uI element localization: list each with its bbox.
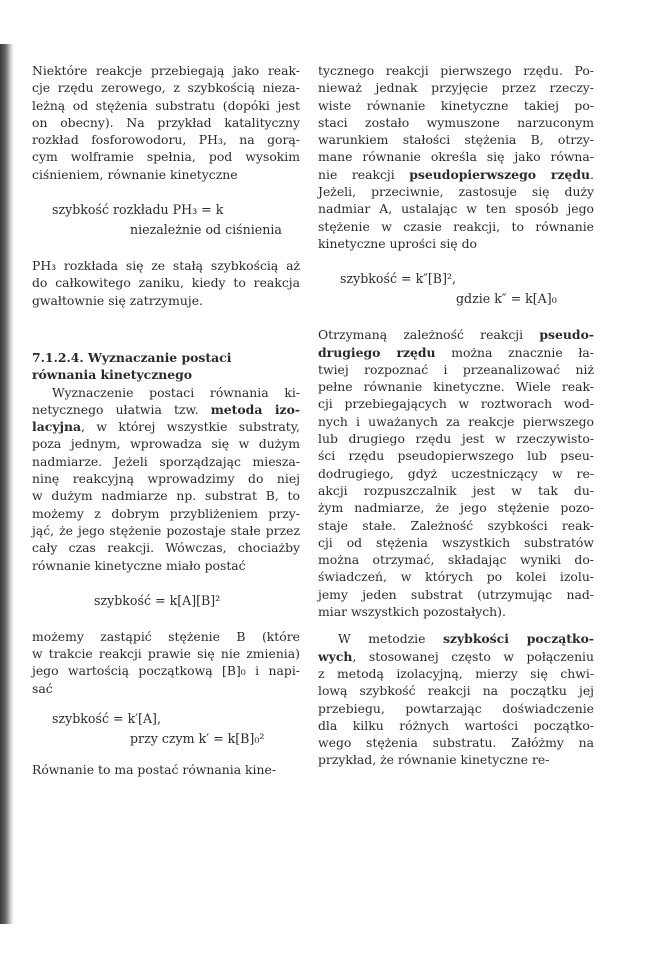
text-line: on obecny). Na przykład katalityczny xyxy=(32,114,300,130)
text-span: Wyznaczenie postaci równania ki- xyxy=(52,384,300,400)
text-span: Otrzymaną zależność reakcji xyxy=(318,327,540,343)
text-span: świadczeń, w których po kolei izolu- xyxy=(318,569,594,585)
left-column xyxy=(32,62,300,778)
text-span: przykład, że równanie kinetyczne re- xyxy=(318,752,550,768)
text-span: lub drugiego rzędu jest w rzeczywisto- xyxy=(318,431,594,447)
text-span: kinetyczne uprości się do xyxy=(318,235,477,251)
text-line xyxy=(318,717,594,734)
paragraph-reactions-zero-order xyxy=(32,62,300,183)
text-span: ści rzędu pseudopierwszego lub pseu- xyxy=(318,448,594,464)
text-line xyxy=(318,568,594,585)
text-line: cje rzędu zerowego, z szybkością nieza- xyxy=(32,80,300,96)
text-span: W metodzie xyxy=(338,631,443,647)
text-span: nieważ jednak przyjęcie przez rzeczy- xyxy=(318,80,594,96)
text-line: rozkład fosforowodoru, PH₃, na gorą- xyxy=(32,132,300,148)
text-span: poza jednym, wprowadza się w dużym xyxy=(32,436,300,452)
text-line xyxy=(32,453,300,470)
text-span: dla kilku różnych wartości początko- xyxy=(318,717,594,733)
text-span: cji przebiegających w roztworach wod- xyxy=(318,396,594,412)
text-span: akcji rozpuszczalnik jest w tak du- xyxy=(318,482,594,498)
bold-term: szybkości początko- xyxy=(442,631,594,647)
text-line: sać xyxy=(32,680,53,696)
text-span: jąć, że jego stężenie pozostaje stałe przez xyxy=(32,522,300,538)
text-span: , stosowanej często w połączeniu xyxy=(352,648,594,664)
text-line xyxy=(32,384,300,401)
text-line xyxy=(318,682,594,699)
text-span: wiste równanie kinetyczne takiej po- xyxy=(318,97,594,113)
text-span: nadmiarze. Jeżeli sporządzając miesza- xyxy=(32,453,300,469)
paragraph-replace-b xyxy=(32,628,300,697)
text-span: cji od stężenia wszystkich substratów xyxy=(318,534,594,550)
section-heading: 7.1.2.4. Wyznaczanie postaci xyxy=(32,349,232,365)
text-line xyxy=(32,418,300,435)
text-line xyxy=(318,183,594,200)
book-spine-shadow xyxy=(0,44,14,924)
text-line xyxy=(318,700,594,717)
section-heading-cont: równania kinetycznego xyxy=(32,367,193,383)
text-span: ninę reakcyjną wprowadzimy do niej xyxy=(32,471,300,487)
bold-term: drugiego rzędu xyxy=(318,344,436,360)
text-span: lową szybkość reakcji na początku jej xyxy=(318,683,594,699)
bold-term: lacyjna xyxy=(32,419,81,435)
text-span: możemy z dobrym przybliżeniem przy- xyxy=(32,505,300,521)
equation-kdouble-def: gdzie k″ = k[A]₀ xyxy=(456,291,557,307)
text-span: żym nadmiarze, że jego stężenie pozo- xyxy=(318,500,594,516)
text-span: równanie kinetyczne miało postać xyxy=(32,557,246,573)
text-line: PH₃ rozkłada się ze stałą szybkością aż xyxy=(32,258,300,274)
text-line xyxy=(318,665,594,682)
equation-ph3-note: niezależnie od ciśnienia xyxy=(130,222,282,238)
text-line xyxy=(318,114,594,131)
text-line xyxy=(318,97,594,114)
text-span: można znacznie ła- xyxy=(435,344,594,360)
paragraph-pseudo-second-order xyxy=(318,326,594,620)
text-span: miar wszystkich pozostałych). xyxy=(318,604,506,620)
text-line xyxy=(318,534,594,551)
text-span: nie reakcji xyxy=(318,166,410,182)
text-span: można otrzymać, składając wyniki do- xyxy=(318,552,594,568)
text-line xyxy=(32,470,300,487)
text-line xyxy=(318,447,594,464)
text-line: jego wartością początkową [B]₀ i napi- xyxy=(32,663,300,679)
text-line xyxy=(32,487,300,504)
text-line xyxy=(318,630,594,647)
text-span: twiej rozpoznać i przeanalizować niż xyxy=(318,361,594,377)
text-line xyxy=(318,551,594,568)
text-line: w trakcie reakcji prawie się nie zmienia) xyxy=(32,646,300,662)
text-span: z metodą izolacyjną, mierzy się chwi- xyxy=(318,665,594,681)
text-span: w dużym nadmiarze np. substrat B, to xyxy=(32,488,300,504)
text-line: ciśnieniem, równanie kinetyczne xyxy=(32,166,238,182)
text-line: Niektóre reakcje przebiegają jako reak- xyxy=(32,63,300,78)
text-line xyxy=(32,401,300,418)
paragraph-ph3-decomposition xyxy=(32,257,300,309)
text-line xyxy=(318,326,594,343)
text-line xyxy=(318,465,594,482)
text-span: jemy jeden substrat (utrzymując nad- xyxy=(318,586,594,602)
text-line xyxy=(318,499,594,516)
paragraph-isolation-method xyxy=(32,384,300,574)
text-line xyxy=(318,131,594,148)
text-line xyxy=(318,586,594,603)
bold-term: metoda izo- xyxy=(210,401,300,417)
text-line xyxy=(318,751,594,768)
paragraph-pseudo-first-order xyxy=(318,62,594,252)
equation-rate-kdouble: szybkość = k″[B]², xyxy=(340,271,457,287)
text-span: nych i uważanych za reakcje pierwszego xyxy=(318,413,594,429)
text-line xyxy=(32,539,300,556)
text-line: gwałtownie się zatrzymuje. xyxy=(32,292,203,308)
text-span: pełne równanie kinetyczne. Wiele reak- xyxy=(318,379,594,395)
equation-rate-ab: szybkość = k[A][B]² xyxy=(94,592,221,608)
text-line xyxy=(32,557,300,574)
text-span: Jeżeli, przeciwnie, zastosuje się duży xyxy=(318,184,594,200)
text-line xyxy=(318,148,594,165)
text-line xyxy=(318,734,594,751)
text-line xyxy=(32,505,300,522)
text-line xyxy=(318,430,594,447)
text-span: przebiegu, powtarzając doświadczenie xyxy=(318,700,594,716)
bold-term: pseudopierwszego rzędu xyxy=(409,166,591,182)
text-line: Równanie to ma postać równania kine- xyxy=(32,762,277,778)
text-span: staje stałe. Zależność szybkości reak- xyxy=(318,517,594,533)
text-span: staci zostało wymuszone narzuconym xyxy=(318,114,594,130)
paragraph-initial-rates-method xyxy=(318,630,594,768)
text-span: stężenie w czasie reakcji, to równanie xyxy=(318,218,594,234)
text-line xyxy=(318,603,594,620)
text-line: do całkowitego zaniku, kiedy to reakcja xyxy=(32,275,300,291)
text-span: mane równanie określa się jako równa- xyxy=(318,149,594,165)
text-line xyxy=(318,235,594,252)
text-line xyxy=(318,218,594,235)
text-line xyxy=(318,79,594,96)
text-line: możemy zastąpić stężenie B (które xyxy=(32,628,300,644)
text-line: cym wolframie spełnia, pod wysokim xyxy=(32,149,300,165)
text-span: . xyxy=(590,166,594,182)
text-line xyxy=(318,648,594,665)
text-span: tycznego reakcji pierwszego rzędu. Po- xyxy=(318,63,594,78)
bold-term: pseudo- xyxy=(539,327,594,343)
text-line xyxy=(318,62,594,79)
text-line xyxy=(318,413,594,430)
text-line xyxy=(318,395,594,412)
text-span: nadmiar A, ustalając w ten sposób jego xyxy=(318,201,594,217)
text-span: wego stężenia substratu. Załóżmy na xyxy=(318,735,594,751)
text-line xyxy=(318,378,594,395)
text-line: leżną od stężenia substratu (dopóki jest xyxy=(32,97,300,113)
paragraph-first-order-form xyxy=(32,761,300,778)
text-line xyxy=(318,517,594,534)
text-line xyxy=(318,344,594,361)
text-span: , w której wszystkie substraty, xyxy=(81,419,300,435)
equation-rate-kprime: szybkość = k′[A], xyxy=(52,711,161,727)
text-line xyxy=(32,435,300,452)
text-line xyxy=(318,482,594,499)
bold-term: wych xyxy=(318,648,353,664)
text-span: cały czas reakcji. Wówczas, chociażby xyxy=(32,540,300,556)
text-span: warunkiem stałości stężenia B, otrzy- xyxy=(318,132,594,148)
text-line xyxy=(318,200,594,217)
right-column xyxy=(318,62,594,769)
equation-ph3-rate: szybkość rozkładu PH₃ = k xyxy=(52,202,224,218)
text-span: netycznego ułatwia tzw. xyxy=(32,401,211,417)
text-line xyxy=(318,166,594,183)
equation-kprime-def: przy czym k′ = k[B]₀² xyxy=(130,731,265,747)
text-span: dodrugiego, gdyż uczestniczący w re- xyxy=(318,465,594,481)
text-line xyxy=(32,522,300,539)
text-line xyxy=(318,361,594,378)
